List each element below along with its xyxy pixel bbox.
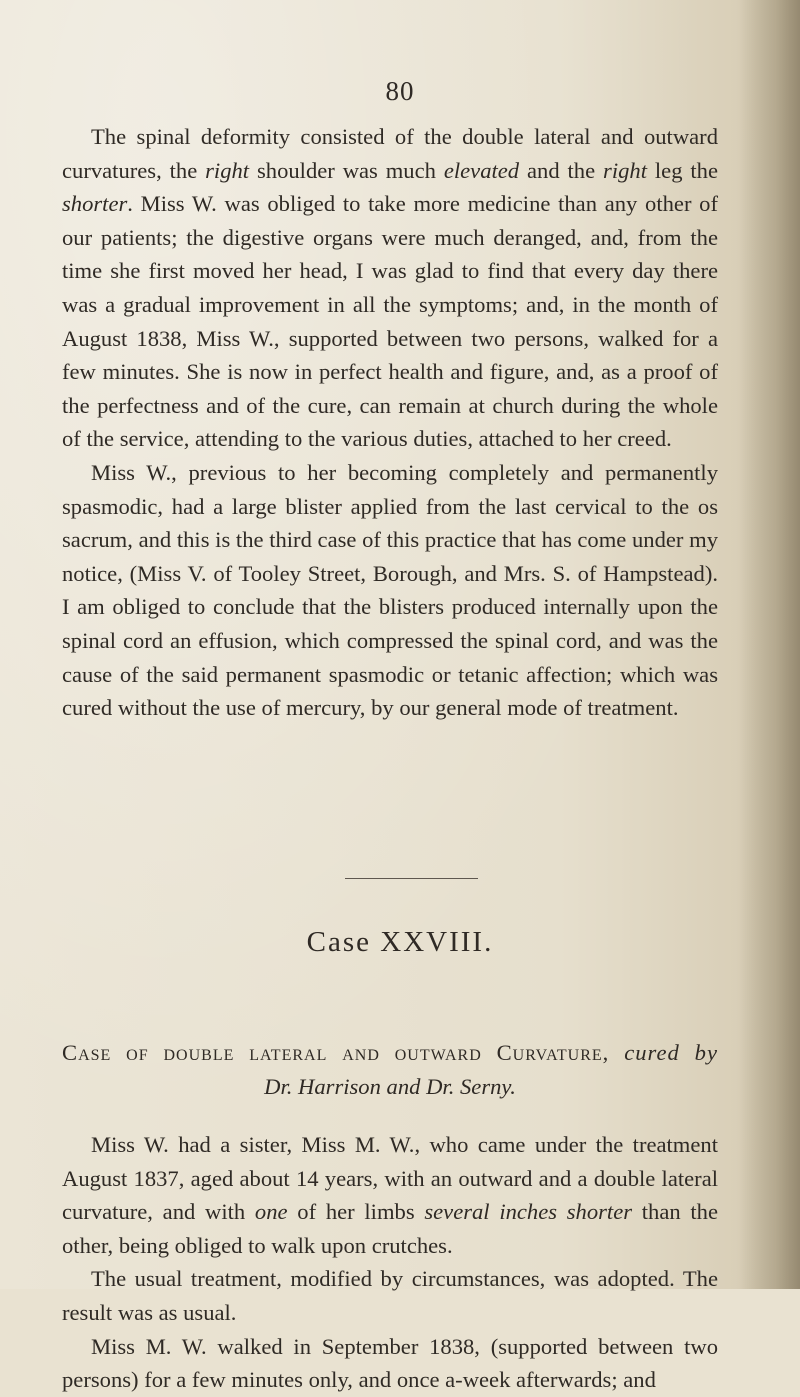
page-edge-shadow [740, 0, 800, 1289]
case-heading: Case XXVIII. [306, 926, 494, 958]
page-number: 80 [385, 76, 415, 106]
paragraph-blister: Miss W., previous to her becoming completely and permanently spasmodic, had a large blister applied from the last cervical to the os sacrum, and this is the third case of this practice that has come under my notice, (Miss V. of Tooley Street, Borough, and Mrs. S. of Hampstead). I am obliged to conclude that the blisters produced internally upon the spinal cord an effusion, which compressed the spinal cord, and was the cause of the said permanent spasmodic or tetanic affection; which was cured without the use of mercury, by our general mode of treatment. [62, 459, 718, 721]
paragraph-walked: Miss M. W. walked in September 1838, (supported between two persons) for a few minutes only, and once a-week afterwards; and [62, 1333, 718, 1393]
section-divider [345, 878, 478, 879]
text-block-top [62, 120, 718, 725]
case-title-line2: Dr. Harrison and Dr. Serny. [264, 1074, 516, 1099]
paragraph-sister: Miss W. had a sister, Miss M. W., who came under the treatment August 1837, aged about 14 years, with an outward and a double lateral curvature, and with one of her limbs several inches shorter than the other, being obliged to walk upon crutches. [62, 1132, 718, 1258]
case-title [62, 1036, 718, 1104]
paragraph-spinal-deformity: The spinal deformity consisted of the double lateral and outward curvatures, the right shoulder was much elevated and the right leg the shorter. Miss W. was obliged to take more medicine than any other of our patients; the digestive organs were much deranged, and, from the time she first moved her head, I was glad to find that every day there was a gradual improvement in all the symptoms; and, in the month of August 1838, Miss W., supported between two persons, walked for a few minutes. She is now in perfect health and figure, and, as a proof of the perfectness and of the cure, can remain at church during the whole of the service, attending to the various duties, attached to her creed. [62, 124, 718, 452]
case-title-line1: Case of double lateral and outward Curvature, cured by [62, 1040, 719, 1065]
paragraph-treatment: The usual treatment, modified by circumstances, was adopted. The result was as usual. [62, 1266, 718, 1325]
text-block-bottom [62, 1128, 718, 1397]
